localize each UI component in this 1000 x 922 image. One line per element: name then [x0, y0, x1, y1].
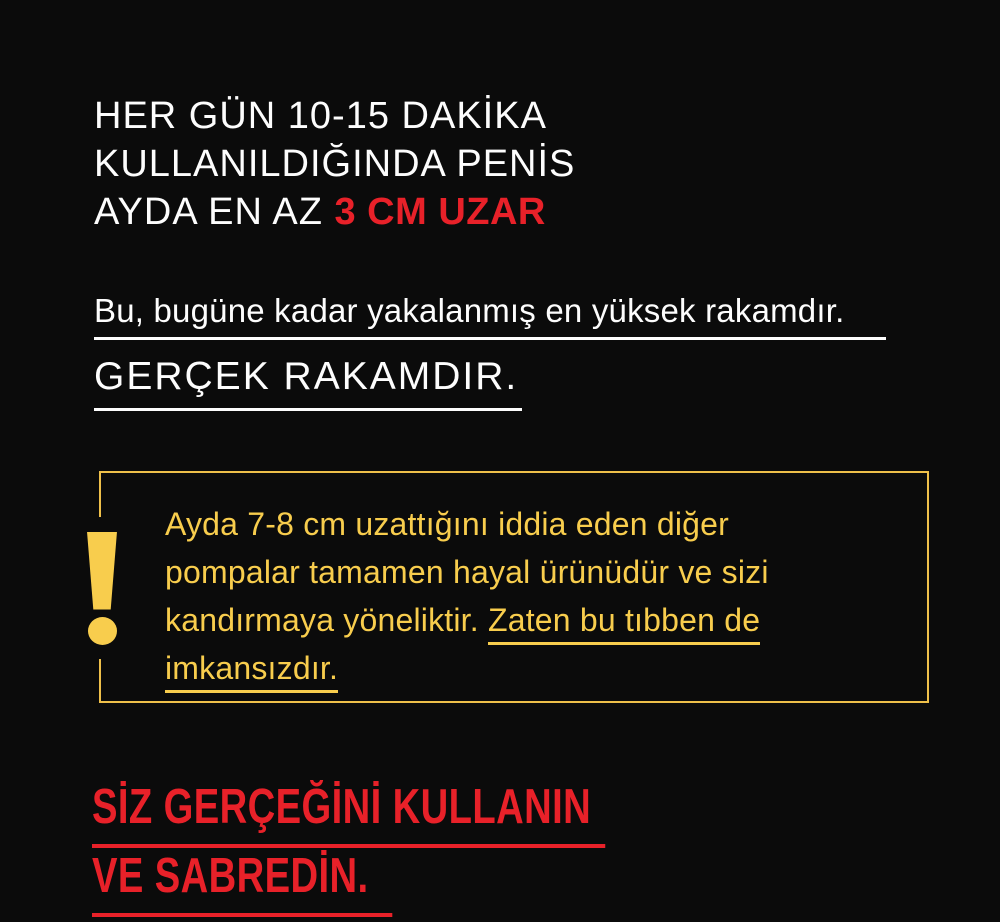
emphasis-text: GERÇEK RAKAMDIR. — [94, 355, 522, 411]
exclamation-dot — [88, 617, 117, 645]
warning-underlined-phrase-2: imkansızdır. — [165, 650, 338, 693]
headline-line-3-prefix: AYDA EN AZ — [94, 191, 335, 233]
headline-highlight: 3 CM UZAR — [334, 191, 546, 233]
headline-line-1: HER GÜN 10-15 DAKİKA — [94, 95, 547, 137]
warning-line-3-prefix: kandırmaya yöneliktir. — [165, 602, 488, 638]
claim — [94, 292, 886, 340]
exclamation-icon — [80, 517, 124, 659]
cta-line-1 — [92, 779, 605, 848]
warning-line-2: pompalar tamamen hayal ürünüdür ve sizi — [165, 554, 769, 590]
warning-line-4 — [165, 644, 769, 692]
warning-text — [165, 500, 769, 692]
cta-line-2-text: VE SABREDİN. — [92, 848, 392, 917]
cta — [92, 779, 605, 917]
warning-line-1: Ayda 7-8 cm uzattığını iddia eden diğer — [165, 506, 730, 542]
claim-text: Bu, bugüne kadar yakalanmış en yüksek rakamdır. — [94, 292, 886, 340]
warning-box — [99, 471, 929, 703]
cta-line-1-text: SİZ GERÇEĞİNİ KULLANIN — [92, 779, 605, 848]
warning-line-3 — [165, 596, 769, 644]
exclamation-bar — [87, 532, 117, 610]
warning-underlined-phrase: Zaten bu tıbben de — [488, 602, 760, 645]
headline — [94, 92, 575, 236]
headline-line-3 — [94, 188, 575, 236]
headline-line-2: KULLANILDIĞINDA PENİS — [94, 143, 576, 185]
cta-line-2 — [92, 848, 605, 917]
emphasis — [94, 355, 522, 411]
